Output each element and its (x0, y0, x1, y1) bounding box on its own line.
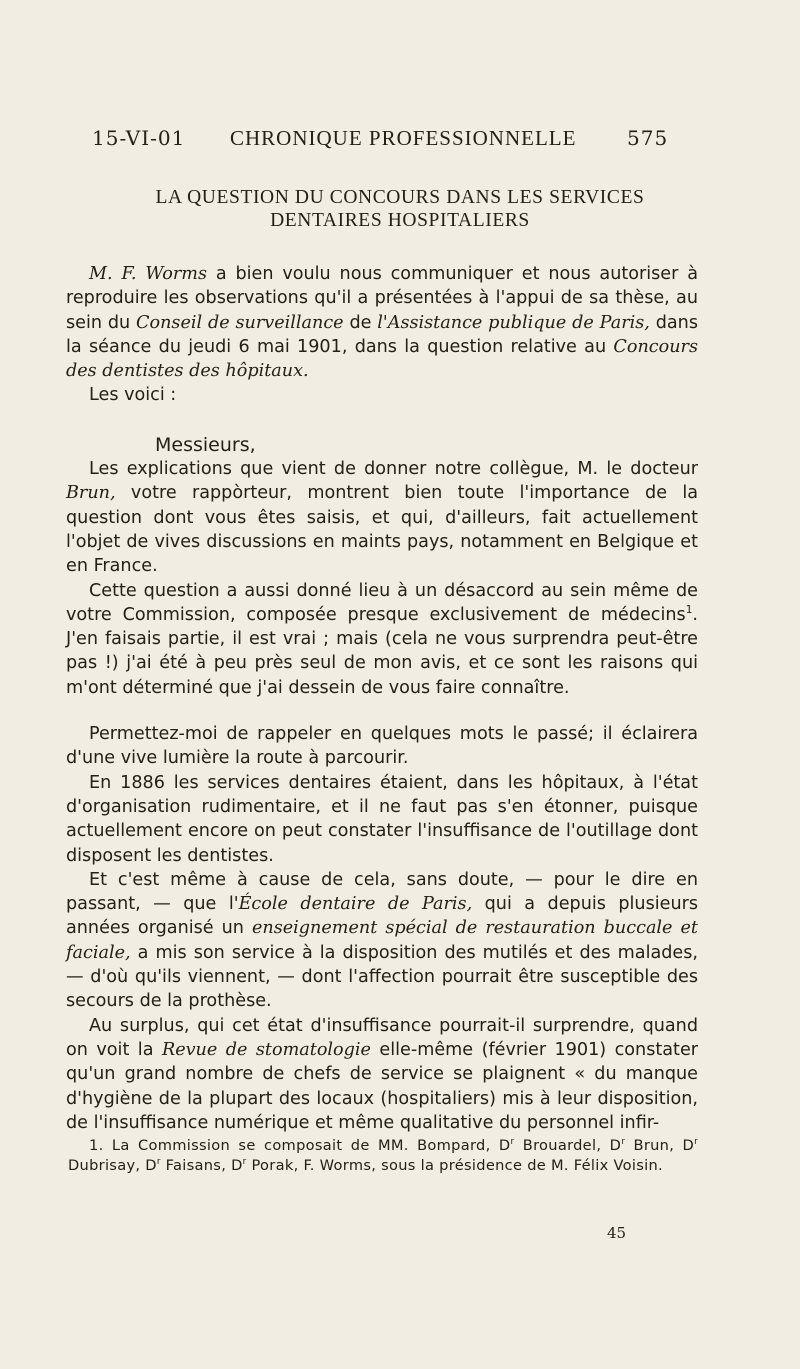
paragraph-les-voici: Les voici : (89, 385, 177, 406)
paragraph-1886: En 1886 les services dentaires étaient, dans les hôpitaux, à l'état d'organisation rudimentaire, et il ne faut pas s'en étonner, puisque actuellement encore on peut constater l'insuffisance de l'outillage dont disposent les dentistes. (66, 772, 698, 866)
signature-mark: 45 (607, 1224, 627, 1242)
paragraph-surplus: Au surplus, qui cet état d'insuffisance pourrait-il surprendre, quand on voit la Revue de stomatologie elle-même (février 1901) constater qu'un grand nombre de chefs de service se plaignent « du manque d'hygiène de la plupart des locaux (hospitaliers) mis à leur disposition, de l'insuffisance numérique et même qualitative du personnel infir- (66, 1015, 699, 1133)
footnote-ref: 1 (685, 604, 693, 616)
article-title (60, 186, 740, 232)
footnote: 1. La Commission se composait de MM. Bompard, $D^r$ Brouardel, $D^r$ Brun, $D^r$ Dubrisay, $D^r$ Faisans, $D^r$ Porak, F. Worms, sous la présidence de M. Félix Voisin. (68, 1137, 698, 1174)
article-title-line-2: DENTAIRES HOSPITALIERS (270, 210, 530, 231)
paragraph-intro: M. F. Worms a bien voulu nous communiquer et nous autoriser à reproduire les observations qu'il a présentées à l'appui de sa thèse, au sein du Conseil de surveillance de l'Assistance publique de Paris, dans la séance du jeudi 6 mai 1901, dans la question relative au Concours des dentistes des hôpitaux. (66, 264, 698, 382)
page-number: 575 (627, 126, 669, 150)
paragraph-ecole-dentaire: Et c'est même à cause de cela, sans doute, — pour le dire en passant, — que l'École dentaire de Paris, qui a depuis plusieurs années organisé un enseignement spécial de restauration buccale et faciale, a mis son service à la disposition des mutilés et des malades, — d'où qu'ils viennent, — dont l'affection pourrait être susceptible des secours de la prothèse. (66, 869, 699, 1012)
article-title-line-1: LA QUESTION DU CONCOURS DANS LES SERVICES (155, 187, 645, 208)
salutation: Messieurs, (155, 433, 256, 456)
paragraph-explications: Les explications que vient de donner notre collègue, M. le docteur Brun, votre rappòrteur, montrent bien toute l'importance de la question dont vous êtes saisis, et qui, d'ailleurs, fait actuellement l'objet de vives discussions en maints pays, notamment en Belgique et en France. (66, 459, 698, 577)
paragraph-desaccord: Cette question a aussi donné lieu à un désaccord au sein même de votre Commission, composée presque exclusivement de médecins$^1$. J'en faisais partie, il est vrai ; mais (cela ne vous surprendra peut-être pas !) j'ai été à peu près seul de mon avis, et ce sont les raisons qui m'ont déterminé que j'ai dessein de vous faire connaître. (66, 580, 698, 698)
running-head-section: CHRONIQUE PROFESSIONNELLE (230, 126, 577, 150)
running-head-date: 15-VI-01 (92, 126, 186, 150)
article-body (66, 262, 698, 1135)
paragraph-passe: Permettez-moi de rappeler en quelques mots le passé; il éclairera d'une vive lumière la route à parcourir. (66, 724, 698, 769)
